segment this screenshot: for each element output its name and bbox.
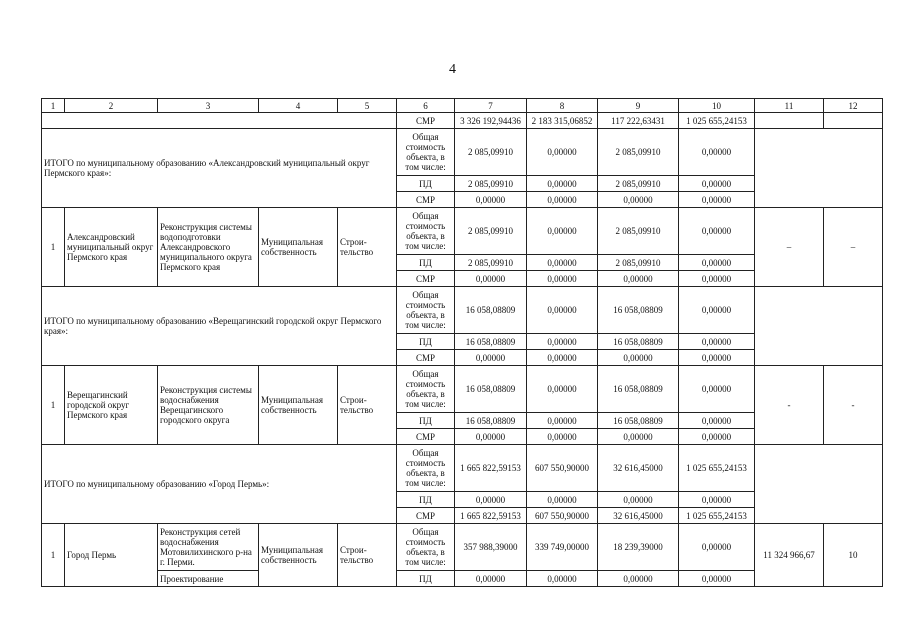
table-cell: 1 665 822,59153: [455, 445, 527, 492]
object-col12: 10: [824, 524, 883, 587]
col-header: 9: [598, 99, 679, 113]
pd-label: ПД: [397, 413, 455, 429]
col-header: 6: [397, 99, 455, 113]
object-row: [42, 366, 883, 413]
object-col12: -: [824, 366, 883, 445]
table-cell: 607 550,90000: [527, 508, 598, 524]
object-name: Реконструкция системы водоснабжения Верещагинского городского округа: [158, 366, 259, 445]
table-cell: 16 058,08809: [598, 366, 679, 413]
table-cell: 16 058,08809: [598, 287, 679, 334]
table-cell: 16 058,08809: [455, 366, 527, 413]
table-cell: 2 183 315,06852: [527, 113, 598, 129]
object-row: [42, 524, 883, 571]
total-label: Общая стоимость объекта, в том числе:: [397, 524, 455, 571]
total-title: ИТОГО по муниципальному образованию «Верещагинский городской округ Пермского края»:: [42, 287, 397, 366]
col-header: 4: [259, 99, 338, 113]
pd-label: ПД: [397, 334, 455, 350]
table-cell: 0,00000: [679, 492, 755, 508]
object-number: 1: [42, 208, 65, 287]
object-type: Строи-тельство: [338, 524, 397, 587]
smr-label: СМР: [397, 192, 455, 208]
table-cell: 2 085,09910: [455, 208, 527, 255]
table-cell: 0,00000: [679, 429, 755, 445]
table-cell: 0,00000: [527, 271, 598, 287]
table-cell: 0,00000: [679, 192, 755, 208]
total-row: [42, 287, 883, 334]
table-cell: 0,00000: [679, 413, 755, 429]
object-row: [42, 208, 883, 255]
table-cell: 0,00000: [679, 208, 755, 255]
table-cell: 32 616,45000: [598, 445, 679, 492]
pd-label: ПД: [397, 571, 455, 587]
table-cell: 0,00000: [455, 429, 527, 445]
table-cell: 0,00000: [527, 429, 598, 445]
table-cell: 0,00000: [598, 492, 679, 508]
table-cell: 2 085,09910: [455, 176, 527, 192]
table-cell: 0,00000: [527, 334, 598, 350]
col-header: 10: [679, 99, 755, 113]
object-name: Реконструкция системы водоподготовки Александровского муниципального округа Пермского края: [158, 208, 259, 287]
object-number: 1: [42, 524, 65, 587]
object-col12: –: [824, 208, 883, 287]
total-row: [42, 129, 883, 176]
table-cell: 0,00000: [527, 350, 598, 366]
total-label: Общая стоимость объекта, в том числе:: [397, 366, 455, 413]
table-cell: 2 085,09910: [598, 129, 679, 176]
table-cell: 357 988,39000: [455, 524, 527, 571]
carry-row: [42, 113, 883, 129]
col-header: 12: [824, 99, 883, 113]
carry-empty: [42, 113, 397, 129]
table-cell: 0,00000: [679, 129, 755, 176]
total-title: ИТОГО по муниципальному образованию «Александровский муниципальный округ Пермского края»:: [42, 129, 397, 208]
table-cell: 0,00000: [527, 176, 598, 192]
table-cell: 16 058,08809: [455, 413, 527, 429]
table-cell: 0,00000: [598, 350, 679, 366]
header-row: [42, 99, 883, 113]
table-cell: 0,00000: [527, 413, 598, 429]
table-cell: 0,00000: [455, 192, 527, 208]
total-label: Общая стоимость объекта, в том числе:: [397, 287, 455, 334]
total-label: Общая стоимость объекта, в том числе:: [397, 445, 455, 492]
table-cell: 2 085,09910: [455, 129, 527, 176]
table-cell: 0,00000: [598, 429, 679, 445]
total-title: ИТОГО по муниципальному образованию «Город Пермь»:: [42, 445, 397, 524]
object-municipality: Город Пермь: [65, 524, 158, 587]
pd-label: ПД: [397, 255, 455, 271]
smr-label: СМР: [397, 429, 455, 445]
empty-cell: [755, 113, 824, 129]
table-cell: 16 058,08809: [598, 413, 679, 429]
pd-label: ПД: [397, 176, 455, 192]
table-cell: 0,00000: [527, 192, 598, 208]
smr-label: СМР: [397, 508, 455, 524]
object-municipality: Александровский муниципальный округ Пермского края: [65, 208, 158, 287]
table-cell: 0,00000: [679, 287, 755, 334]
col-header: 7: [455, 99, 527, 113]
table-cell: 1 025 655,24153: [679, 113, 755, 129]
table-cell: 0,00000: [679, 255, 755, 271]
object-municipality: Верещагинский городской округ Пермского края: [65, 366, 158, 445]
total-row: [42, 445, 883, 492]
object-type: Строи-тельство: [338, 366, 397, 445]
empty-cell: [755, 287, 883, 366]
page-number: 4: [449, 62, 456, 77]
col-header: 8: [527, 99, 598, 113]
table-cell: 0,00000: [527, 366, 598, 413]
smr-label: СМР: [397, 271, 455, 287]
col-header: 5: [338, 99, 397, 113]
table-cell: 2 085,09910: [455, 255, 527, 271]
table-cell: 0,00000: [527, 129, 598, 176]
table-cell: 0,00000: [598, 192, 679, 208]
table-cell: 0,00000: [527, 255, 598, 271]
table-cell: 1 025 655,24153: [679, 445, 755, 492]
object-ownership: Муниципальная собственность: [259, 524, 338, 587]
table-cell: 1 665 822,59153: [455, 508, 527, 524]
table-cell: 3 326 192,94436: [455, 113, 527, 129]
object-col11: –: [755, 208, 824, 287]
col-header: 11: [755, 99, 824, 113]
table-cell: 0,00000: [679, 334, 755, 350]
table-cell: 0,00000: [679, 524, 755, 571]
table-cell: 0,00000: [455, 492, 527, 508]
table-cell: 0,00000: [679, 350, 755, 366]
table-cell: 16 058,08809: [455, 334, 527, 350]
carry-label: СМР: [397, 113, 455, 129]
table-cell: 32 616,45000: [598, 508, 679, 524]
table-cell: 339 749,00000: [527, 524, 598, 571]
pd-label: ПД: [397, 492, 455, 508]
object-col11: -: [755, 366, 824, 445]
col-header: 2: [65, 99, 158, 113]
table-cell: 0,00000: [679, 571, 755, 587]
investment-table: [41, 98, 883, 587]
table-cell: 0,00000: [527, 287, 598, 334]
object-type: Строи-тельство: [338, 208, 397, 287]
table-cell: 0,00000: [598, 271, 679, 287]
col-header: 3: [158, 99, 259, 113]
object-col11: 11 324 966,67: [755, 524, 824, 587]
table-cell: 1 025 655,24153: [679, 508, 755, 524]
object-ownership: Муниципальная собственность: [259, 208, 338, 287]
table-cell: 607 550,90000: [527, 445, 598, 492]
table-cell: 0,00000: [679, 176, 755, 192]
table-cell: 0,00000: [455, 350, 527, 366]
table-cell: 16 058,08809: [455, 287, 527, 334]
empty-cell: [824, 113, 883, 129]
table-cell: 2 085,09910: [598, 255, 679, 271]
table-cell: 0,00000: [679, 366, 755, 413]
table-cell: 18 239,39000: [598, 524, 679, 571]
table-cell: 0,00000: [527, 492, 598, 508]
table-cell: 0,00000: [527, 571, 598, 587]
table-cell: 0,00000: [455, 571, 527, 587]
empty-cell: [755, 445, 883, 524]
table-cell: 117 222,63431: [598, 113, 679, 129]
object-number: 1: [42, 366, 65, 445]
table-cell: 16 058,08809: [598, 334, 679, 350]
smr-label: СМР: [397, 350, 455, 366]
object-ownership: Муниципальная собственность: [259, 366, 338, 445]
total-label: Общая стоимость объекта, в том числе:: [397, 129, 455, 176]
table-cell: 2 085,09910: [598, 208, 679, 255]
empty-cell: [755, 129, 883, 208]
table-cell: 2 085,09910: [598, 176, 679, 192]
col-header: 1: [42, 99, 65, 113]
total-label: Общая стоимость объекта, в том числе:: [397, 208, 455, 255]
table-cell: 0,00000: [527, 208, 598, 255]
table-cell: 0,00000: [598, 571, 679, 587]
table-cell: 0,00000: [679, 271, 755, 287]
object-name-cont: Проектирование: [158, 571, 259, 587]
object-name: Реконструкция сетей водоснабжения Мотовилихинского р-на г. Перми.: [158, 524, 259, 571]
table-cell: 0,00000: [455, 271, 527, 287]
